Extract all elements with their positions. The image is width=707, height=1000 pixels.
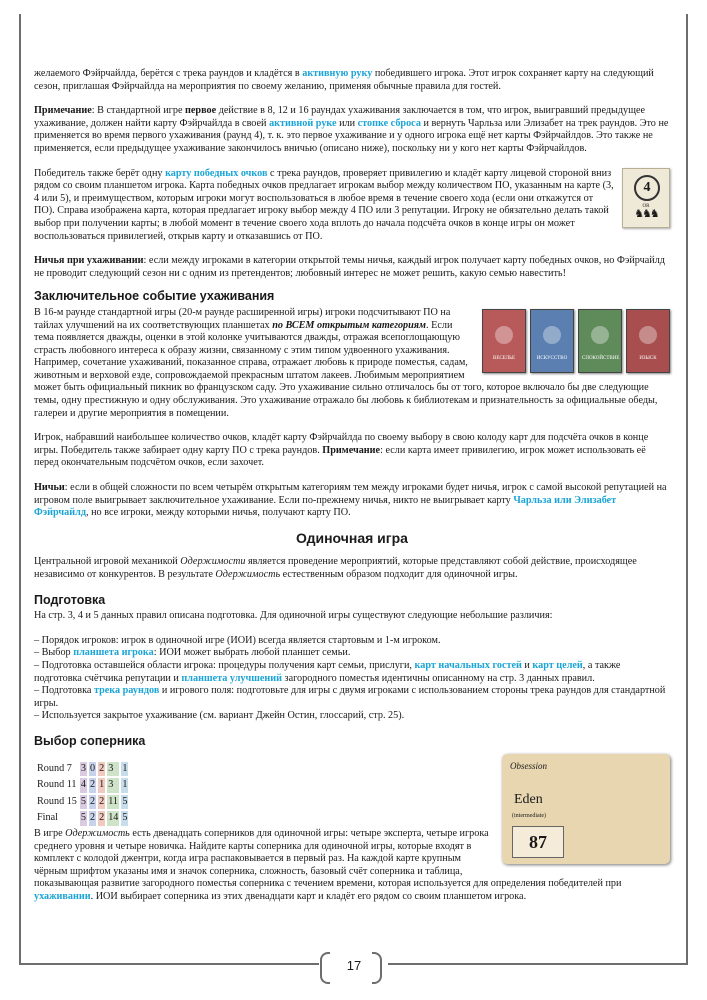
paragraph-note: Примечание: В стандартной игре первое действие в 8, 12 и 16 раундах ухаживания заключается в том, что игрок, выигравший предыдущее ухаживание, должен найти карту Фэйрчайлда в своей активной руке или стопке сброса и вернуть Чарльза или Элизабет на трек раундов. Это не применяется во время первого ухаживания (раунд 4), т. к. это первое ухаживание и у одного игрока ещё нет карты Фэйрчайлдов. Это также не применяется, если предыдущее ухаживание закончилось вничью (описано ниже), поскольку ни у кого нет карты Фэйрчайлдов.	[34, 105, 669, 154]
paragraph-winner: Игрок, набравший наибольшее количество очков, кладёт карту Фэйрчайлда по своему выбору в свою колоду карт для подсчёта очков в конце игры. Победитель также забирает одну карту ПО с трека раундов. Примечание: если карта имеет привилегию, игрок может использовать её перед окончательным подсчётом очков, если захочет.	[34, 432, 649, 469]
heading-final-courtship: Заключительное событие ухаживания	[34, 289, 275, 304]
paragraph-ties: Ничьи: если в общей сложности по всем четырём открытым категориям тем между игроками будет ничья, игрок с самой высокой репутацией на игровом поле выигрывает заключительное ухаживание. Если по-прежнему ничья, никто не выигрывает карту Чарльза или Элизабет Фэйрчайлд, но все игроки, между которыми ничья, получают карту ПО.	[34, 482, 667, 519]
paragraph-final-courtship: ВЕСЕЛЬЕ ИСКУССТВО СПОКОЙСТВИЕ ИЗЫСК В 16-м раунде стандартной игры (20-м раунде расширенной игры) игроки подсчитывают ПО на тайлах улучшений на их соответствующих планшетах по ВСЕМ открытым категориям. Если тема появляется дважды, оценки в этой колонке учитываются дважды, отражая всепоглощающую страсть любовного интереса к образу жизни, связанному с этим типом удвоенного ухаживания. Например, сочетание ухаживаний, показанное справа, отражает любовь к природе поместья, садам, животным и верховой езде, сопровождаемой прекрасным штатом лакеев. Любимым мероприятием может быть официальный пикник во французском саду. Это ухаживание сильно отличалось бы от того, которое включало бы две следующие темы, одну престижную и одну обслуживания. Это ухаживание отражало бы любовь к библиотекам и признательность за официальные обеды, галереи и другие мероприятия в помещении.	[34, 307, 670, 420]
setup-list	[34, 635, 670, 723]
link-player-board[interactable]: планшета игрока	[73, 647, 154, 659]
heading-solo-game: Одиночная игра	[296, 529, 408, 546]
page-number-brace-left	[320, 952, 330, 984]
vp-card-image	[622, 168, 670, 228]
page-frame-bottom-right	[388, 963, 688, 965]
link-active-hand[interactable]: активную руку	[302, 68, 373, 79]
link-improvement-board[interactable]: планшета улучшений	[181, 672, 282, 684]
page-frame-right	[686, 14, 688, 964]
paragraph-courtship-tie: Ничья при ухаживании: если между игроками в категории открытой темы ничья, каждый игрок получает карту победных очков, но Фэйрчайлд не проводит следующий сезон ни с одним из претендентов; любовный интерес не может решить, какую семью навестить!	[34, 255, 665, 279]
link-objective-cards[interactable]: карт целей	[532, 659, 583, 671]
list-item: – Подготовка трека раундов и игрового поля: подготовьте для игры с двумя игроками с использованием стороны трека раундов для стандартной игры.	[34, 685, 666, 709]
table-row: Round 11 4 2 1 3 1	[36, 778, 128, 793]
rival-card-name: Eden	[514, 791, 543, 807]
list-item: – Порядок игроков: игрок в одиночной игре (ИОИ) всегда является стартовым и 1-м игроком.	[34, 634, 441, 646]
page-content: желаемого Фэйрчайлда, берётся с трека раундов и кладётся в активную руку победившего игрока. Этот игрок сохраняет карту на следующий сезон, приглашая Фэйрчайлда на мероприятия по своему желанию, применяя обычные правила для гостей. Примечание: В стандартной игре первое действие в 8, 12 и 16 раундах ухаживания заключается в том, что игрок, выигравший предыдущее ухаживание, должен найти карту Фэйрчайлда в своей активной руке или стопке сброса и вернуть Чарльза или Элизабет на трек раундов. Это не применяется во время первого ухаживания (раунд 4), т. к. это первое ухаживание и у одного игрока ещё нет карты Фэйрчайлдов. Это также не применяется, если предыдущее ухаживание закончилось вничью (описано ниже), поскольку ни у кого нет карты Фэйрчайлдов. 4 OR ♞♞♞ Победитель также берёт одну карту победных очков с трека раундов, проверяет привилегию и кладёт карту лицевой стороной вниз рядом со своим планшетом игрока. Карта победных очков предлагает игрокам выбор между количеством ПО, указанным на карте (3, 4 или 5), и преимуществом, которым игроки могут воспользоваться в любое время в течение своего хода (если они откажутся от ПО). Справа изображена карта, которая предлагает игроку выбор между 4 ПО или 3 репутации. Игроку не обязательно делать такой выбор при получении карты; в любой момент в течение своего хода вплоть до начала подсчёта очков в конце игры он может воспользоваться привилегией, открыв карту и отказавшись от ПО. Ничья при ухаживании: если между игроками в категории открытой темы ничья, каждый игрок получает карту победных очков, но Фэйрчайлд не проводит следующий сезон ни с одним из претендентов; любовный интерес не может решить, какую семью навестить! Заключительное событие ухаживания ВЕСЕЛЬЕ ИСКУССТВО СПОКОЙСТВИЕ ИЗЫСК В 16-м раунде стандартной игры (20-м раунде расширенной игры) игроки подсчитывают ПО на тайлах улучшений на их соответствующих планшетах по ВСЕМ открытым категориям. Если тема появляется дважды, оценки в этой колонке учитываются дважды, отражая всепоглощающую страсть любовного интереса к образу жизни, связанному с этим типом удвоенного ухаживания. Например, сочетание ухаживаний, показанное справа, отражает любовь к природе поместья, садам, животным и верховой езде, сопровождаемой прекрасным штатом лакеев. Любимым мероприятием может быть официальный пикник во французском саду. Это ухаживание сильно отличалось бы от того, которое включало бы две следующие темы, одну престижную и одну обслуживания. Это ухаживание отражало бы любовь к библиотекам и признательность за официальные обеды, галереи и другие мероприятия в помещении. Игрок, набравший наибольшее количество очков, кладёт карту Фэйрчайлда по своему выбору в свою колоду карт для подсчёта очков в конце игры. Победитель также забирает одну карту ПО с трека раундов. Примечание: если карта имеет привилегию, игрок может использовать её перед окончательным подсчётом очков, если захочет. Ничьи: если в общей сложности по всем четырём открытым категориям тем между игроками будет ничья, игрок с самой высокой репутацией на игровом поле выигрывает заключительное ухаживание. Если по-прежнему ничья, никто не выигрывает карту Чарльза или Элизабет Фэйрчайлд, но все игроки, между которыми ничья, получают карту ПО. Одиночная игра Центральной игровой механикой Одержимости является проведение мероприятий, которые представляют собой действие, происходящее независимо от конкурентов. В результате Одержимость естественным образом подходит для одиночной игры. Подготовка На стр. 3, 4 и 5 данных правил описана подготовка. Для одиночной игры существуют следующие небольшие различия: – Порядок игроков: игрок в одиночной игре (ИОИ) всегда является стартовым и 1-м игроком. – Выбор планшета игрока: ИОИ может выбрать любой планшет семьи. – Подготовка оставшейся области игрока: процедуры получения карт семьи, прислуги, карт начальных гостей и карт целей, а также подготовка счётчика репутации и планшета улучшений загородного поместья идентичны описанному на стр. 3 данных правил. – Подготовка трека раундов и игрового поля: подготовьте для игры с двумя игроками с использованием стороны трека раундов для стандартной игры. – Используется закрытое ухаживание (см. вариант Джейн Остин, глоссарий, стр. 25). Выбор соперника Obsession Eden (intermediate) 87 Round 7 3 0 2 3 1 Round 11 4 2 1 3 1 Round 15 5 2 2 11 5 Final 5 2 2 14 5 В игре Одержимость есть двенадцать соперников для одиночной игры: четыре эксперта, четыре игрока среднего уровня и четыре новичка. Найдите карты соперника для одиночной игры, которые входят в комплект с колодой джентри, когда игра распаковывается в первый раз. На каждой карте крупным чёрным шрифтом указаны имя и значок соперника, сложность, базовый счёт соперника и таблица, показывающая развитие загородного поместья соперника с течением времени, которая используется для определения победителей при ухаживании. ИОИ выбирает соперника из этих двенадцати карт и кладёт его рядом со своим планшетом игрока.	[34, 68, 669, 902]
page-number: 17	[334, 954, 374, 978]
rival-card-image	[502, 754, 670, 864]
lion-icon: ♞♞♞	[634, 207, 658, 220]
paragraph-solo-intro: Центральной игровой механикой Одержимости является проведение мероприятий, которые представляют собой действие, происходящее независимо от конкурентов. В результате Одержимость естественным образом подходит для одиночной игры.	[34, 556, 637, 580]
rival-card-table	[34, 760, 130, 828]
topic-card: СПОКОЙСТВИЕ	[578, 309, 622, 373]
heading-choose-rival: Выбор соперника	[34, 733, 146, 748]
topic-card: ВЕСЕЛЬЕ	[482, 309, 526, 373]
rival-card-logo: Obsession	[510, 760, 548, 771]
table-row: Round 7 3 0 2 3 1	[36, 762, 128, 777]
rival-card-score: 87	[512, 826, 564, 858]
list-item: – Используется закрытое ухаживание (см. вариант Джейн Остин, глоссарий, стр. 25).	[34, 710, 405, 722]
paragraph-vp-card: 4 OR ♞♞♞ Победитель также берёт одну карту победных очков с трека раундов, проверяет привилегию и кладёт карту лицевой стороной вниз рядом со своим планшетом игрока. Карта победных очков предлагает игрокам выбор между количеством ПО, указанным на карте (3, 4 или 5), и преимуществом, которым игроки могут воспользоваться в любое время в течение своего хода (если они откажутся от ПО). Справа изображена карта, которая предлагает игроку выбор между 4 ПО или 3 репутации. Игроку не обязательно делать такой выбор при получении карты; в любой момент в течение своего хода вплоть до начала подсчёта очков в конце игры он может воспользоваться привилегией, открыв карту и отказавшись от ПО.	[34, 168, 670, 244]
paragraph-fairchild-card: желаемого Фэйрчайлда, берётся с трека раундов и кладётся в активную руку победившего игрока. Этот игрок сохраняет карту на следующий сезон, приглашая Фэйрчайлда на мероприятия по своему желанию, применяя обычные правила для гостей.	[34, 68, 654, 92]
heading-setup: Подготовка	[34, 592, 106, 607]
link-fairchild[interactable]: Чарльза или Элизабет Фэйрчайлд	[34, 494, 617, 519]
vp-card-number: 4	[634, 175, 660, 201]
topic-card: ИСКУССТВО	[530, 309, 574, 373]
link-discard-pile[interactable]: стопке сброса	[357, 117, 421, 129]
topic-cards-image	[482, 309, 670, 371]
link-active-hand-2[interactable]: активной руке	[269, 117, 337, 129]
list-item: – Подготовка оставшейся области игрока: процедуры получения карт семьи, прислуги, карт начальных гостей и карт целей, а также подготовка счётчика репутации и планшета улучшений загородного поместья идентичны описанному на стр. 3 данных правил.	[34, 659, 621, 684]
link-vp-card[interactable]: карту победных очков	[165, 167, 268, 179]
rival-card-level: (intermediate)	[512, 812, 546, 819]
table-row: Final 5 2 2 14 5	[36, 811, 128, 826]
paragraph-setup: На стр. 3, 4 и 5 данных правил описана подготовка. Для одиночной игры существуют следующие небольшие различия:	[34, 610, 553, 622]
vp-card-or: OR	[642, 203, 650, 209]
link-courtship[interactable]: ухаживании	[34, 890, 91, 902]
list-item: – Выбор планшета игрока: ИОИ может выбрать любой планшет семьи.	[34, 647, 351, 659]
page-frame-bottom-left	[19, 963, 319, 965]
page-frame-left	[19, 14, 21, 964]
table-row: Round 15 5 2 2 11 5	[36, 795, 128, 810]
topic-card: ИЗЫСК	[626, 309, 670, 373]
link-round-track[interactable]: трека раундов	[93, 685, 160, 697]
link-starting-guests[interactable]: карт начальных гостей	[414, 659, 522, 671]
